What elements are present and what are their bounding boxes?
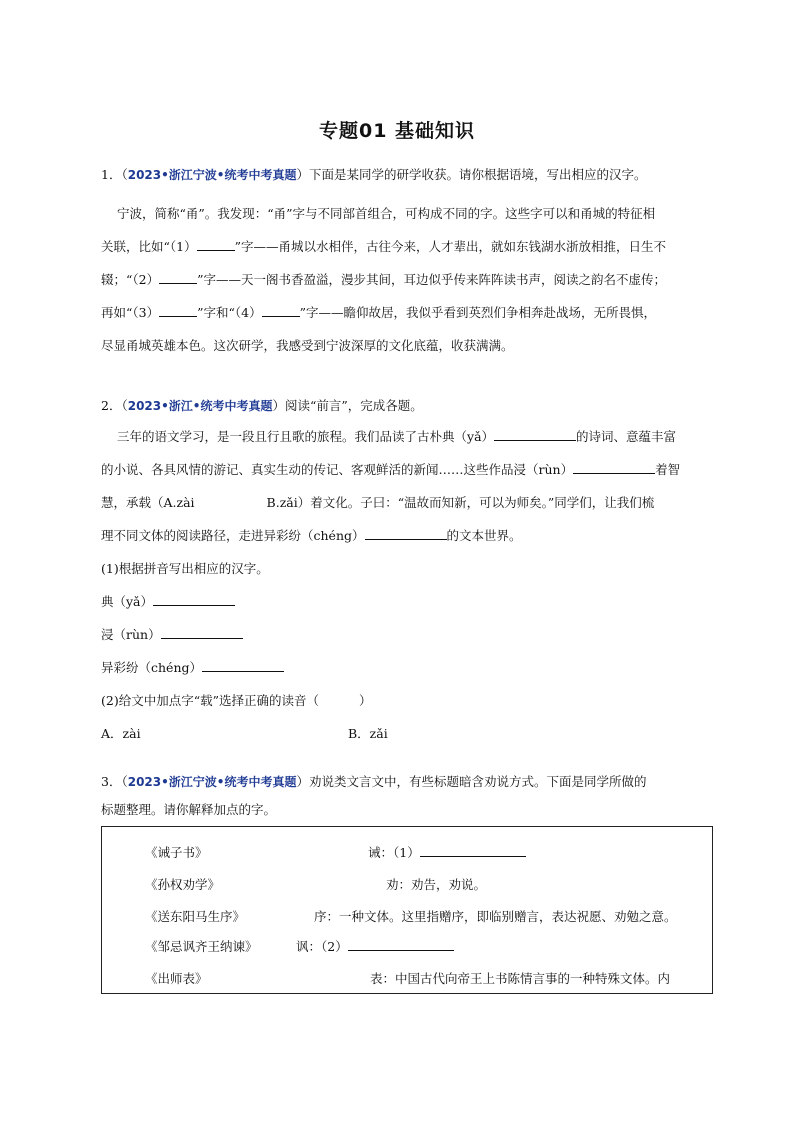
- q3-row-2-note: 劝：劝告，劝说。: [386, 877, 487, 892]
- q2-sub1-b-blank[interactable]: [161, 626, 243, 639]
- q1-line-2-rest: ”字——甬城以水相伴，古往今来，人才辈出，就如东钱湖水浙放相推，日生不: [234, 239, 666, 254]
- q1-source-close: ）: [296, 167, 309, 182]
- q3-row-4-note: [296, 937, 454, 955]
- q1-header: [101, 165, 647, 183]
- q2-stem: 阅读“前言”，完成各题。: [284, 398, 423, 413]
- q2-sub1-c-label: 异彩纷（chéng）: [101, 660, 203, 675]
- q2-source: 2023•浙江•统考中考真题: [127, 399, 273, 413]
- q2-blank-run[interactable]: [573, 461, 655, 474]
- q3-title-table: [101, 826, 713, 994]
- q3-row-3-title: 《送东阳马生序》: [145, 909, 246, 924]
- q2-p4-text: 理不同文体的阅读路径，走进异彩纷（chéng）: [101, 528, 365, 543]
- q1-blank-2[interactable]: [159, 271, 197, 284]
- q2-sub1-c-blank[interactable]: [202, 659, 284, 672]
- q2-sub1-b: [101, 625, 243, 643]
- q3-row-4-note-text: 讽：（2）: [296, 939, 348, 954]
- q2-p2-rest: 着智: [655, 462, 681, 477]
- q1-blank-4[interactable]: [262, 304, 300, 317]
- q2-blank-ya[interactable]: [494, 428, 576, 441]
- q3-source: 2023•浙江宁波•统考中考真题: [127, 775, 297, 789]
- q2-sub1-b-label: 浸（rùn）: [101, 627, 161, 642]
- q3-row-5-note: 表：中国古代向帝王上书陈情言事的一种特殊文体。内: [370, 971, 671, 986]
- q2-para-line-4: [101, 526, 522, 544]
- q2-sub2-text: (2)给文中加点字“载”选择正确的读音（: [101, 693, 319, 708]
- q2-para-line-2: [101, 460, 680, 478]
- q2-blank-cheng[interactable]: [365, 527, 447, 540]
- q2-p3-option-a: 慧，承载（A.zài: [101, 495, 195, 510]
- page-title: 专题01 基础知识: [318, 120, 476, 142]
- q2-para-line-1: [117, 427, 676, 445]
- q3-source-close: ）: [296, 774, 309, 789]
- q2-source-close: ）: [272, 398, 285, 413]
- q1-source-open: （: [121, 167, 128, 182]
- q2-number: 2．: [101, 398, 122, 413]
- q3-row-5-title: 《出师表》: [145, 971, 208, 986]
- q2-p1-rest: 的诗词、意蕴丰富: [576, 429, 677, 444]
- q1-line-2: [101, 237, 666, 255]
- q2-header: [101, 396, 423, 414]
- q2-p1-text: 三年的语文学习，是一段且行且歌的旅程。我们品读了古朴典（yǎ）: [117, 429, 495, 444]
- q3-blank-1[interactable]: [420, 844, 526, 857]
- q1-source: 2023•浙江宁波•统考中考真题: [127, 168, 297, 182]
- q1-stem: 下面是某同学的研学收获。请你根据语境，写出相应的汉字。: [308, 167, 647, 182]
- q3-row-1-title: 《诫子书》: [145, 845, 208, 860]
- q2-sub1-a: [101, 592, 235, 610]
- q2-p2-text: 的小说、各具风情的游记、真实生动的传记、客观鲜活的新闻……这些作品浸（rùn）: [101, 462, 574, 477]
- q3-row-4-title: 《邹忌讽齐王纳谏》: [145, 939, 258, 954]
- q1-line-4: [101, 303, 656, 321]
- q3-source-open: （: [121, 774, 128, 789]
- q3-row-3-note: 序：一种文体。这里指赠序，即临别赠言，表达祝愿、劝勉之意。: [314, 909, 677, 924]
- q1-number: 1．: [101, 167, 122, 182]
- q2-sub1-prompt: (1)根据拼音写出相应的汉字。: [101, 561, 269, 576]
- q3-blank-2[interactable]: [348, 938, 454, 951]
- q1-line-5: 尽显甬城英雄本色。这次研学，我感受到宁波深厚的文化底蕴，收获满满。: [101, 338, 514, 353]
- q1-blank4-prefix: ”字和“（4）: [197, 305, 262, 320]
- q1-blank-3[interactable]: [159, 304, 197, 317]
- q2-sub1-a-label: 典（yǎ）: [101, 594, 154, 609]
- q3-header: [101, 772, 647, 790]
- q2-p4-rest: 的文本世界。: [446, 528, 522, 543]
- q3-row-1-note: [368, 843, 526, 861]
- q1-blank1-prefix: 关联，比如“（1）: [101, 239, 197, 254]
- q2-option-b: B．zǎi: [348, 726, 388, 741]
- q1-blank-1[interactable]: [197, 238, 235, 251]
- q1-blank3-prefix: 再如“（3）: [101, 305, 160, 320]
- q3-number: 3．: [101, 774, 122, 789]
- q1-line-4-rest: ”字——瞻仰故居，我似乎看到英烈们争相奔赴战场，无所畏惧，: [299, 305, 656, 320]
- q3-row-1-note-text: 诫：（1）: [368, 845, 420, 860]
- q3-row-2-title: 《孙权劝学》: [145, 877, 221, 892]
- q3-stem-line-2: 标题整理。请你解释加点的字。: [101, 802, 277, 817]
- q3-stem: 劝说类文言文中，有些标题暗含劝说方式。下面是同学所做的: [308, 774, 647, 789]
- q1-line-3: [101, 270, 666, 288]
- q1-line-3-rest: ”字——天一阁书香盈溢，漫步其间，耳边似乎传来阵阵读书声，阅读之韵名不虚传；: [197, 272, 666, 287]
- q2-sub1-c: [101, 658, 284, 676]
- q2-sub2-prompt: [101, 691, 372, 709]
- q1-line-1: 宁波，简称“甬”。我发现：“甬”字与不同部首组合，可构成不同的字。这些字可以和甬城的特征相: [117, 206, 656, 221]
- q2-option-a: A．zài: [101, 726, 141, 741]
- q2-para-line-3: [101, 493, 654, 511]
- q2-sub2-close: ）: [359, 693, 372, 708]
- q2-p3-rest: B.zǎi）着文化。子曰：“温故而知新，可以为师矣。”同学们，让我们梳: [266, 495, 655, 510]
- q2-sub1-a-blank[interactable]: [153, 593, 235, 606]
- q2-source-open: （: [121, 398, 128, 413]
- q1-blank2-prefix: 辍；“（2）: [101, 272, 160, 287]
